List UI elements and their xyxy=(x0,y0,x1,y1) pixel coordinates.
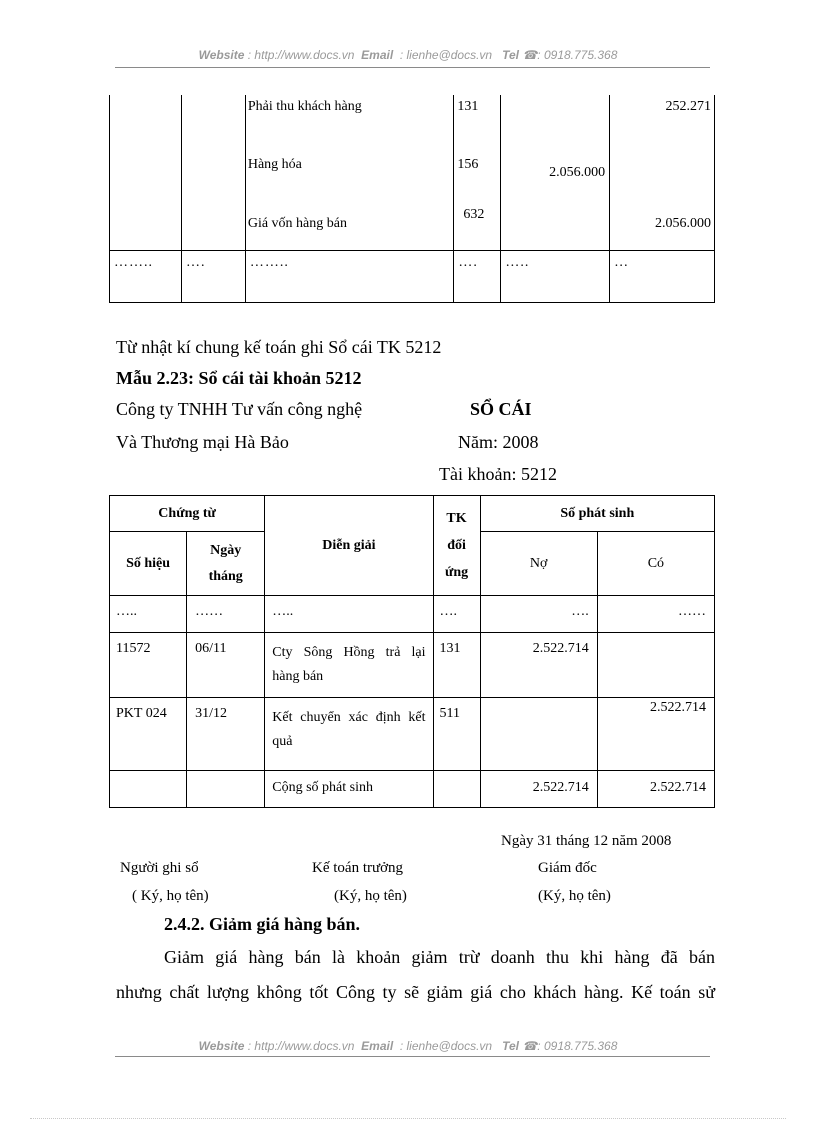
table-cell: Giá vốn hàng bán xyxy=(247,216,347,231)
ledger-account: Tài khoản: 5212 xyxy=(439,464,557,484)
journal-table-continued xyxy=(109,95,715,303)
email-value[interactable]: : lienhe@docs.vn xyxy=(399,48,493,62)
col-header-so-hieu: Số hiệu xyxy=(110,532,187,596)
table-cell: 252.271 xyxy=(665,99,711,114)
table-header-row xyxy=(110,496,715,532)
table-cell: …… xyxy=(187,596,265,633)
tel-label: Tel xyxy=(502,1039,519,1053)
table-row xyxy=(110,95,715,250)
paragraph-line-1: Giảm giá hàng bán là khoản giảm trừ doanh thu khi hàng đã bán xyxy=(164,947,715,967)
website-value[interactable]: : http://www.docs.vn xyxy=(247,48,355,62)
phone-icon: ☎ xyxy=(522,48,538,62)
footer-rule xyxy=(115,1056,710,1057)
ledger-year: Năm: 2008 xyxy=(458,432,539,452)
chief-accountant-title: Kế toán trưởng xyxy=(312,860,404,876)
table-cell: 131 xyxy=(433,633,480,698)
col-header-tk-doi-ung: TK đối ứng xyxy=(433,496,480,596)
tel-value: : 0918.775.368 xyxy=(537,1039,618,1053)
table-cell: …. xyxy=(181,250,245,302)
email-label: Email xyxy=(361,1039,394,1053)
table-cell: …. xyxy=(454,250,501,302)
recorder-note: ( Ký, họ tên) xyxy=(132,888,209,904)
table-cell: …….. xyxy=(245,250,454,302)
email-label: Email xyxy=(361,48,394,62)
table-cell: ….. xyxy=(501,250,610,302)
table-row xyxy=(110,633,715,698)
recorder-title: Người ghi sổ xyxy=(120,860,199,876)
col-header-co: Có xyxy=(597,532,714,596)
phone-icon: ☎ xyxy=(522,1039,538,1053)
table-row xyxy=(110,250,715,302)
table-cell: ….. xyxy=(265,596,433,633)
table-cell: 2.522.714 xyxy=(480,633,597,698)
table-cell: Kết chuyển xác định kết quả xyxy=(265,698,433,771)
table-cell xyxy=(597,633,714,698)
intro-text: Từ nhật kí chung kế toán ghi Sổ cái TK 5212 xyxy=(116,337,442,357)
total-co: 2.522.714 xyxy=(597,771,714,808)
table-cell: Phải thu khách hàng xyxy=(247,99,362,114)
table-cell: 156 xyxy=(457,157,479,172)
website-value[interactable]: : http://www.docs.vn xyxy=(247,1039,355,1053)
director-note: (Ký, họ tên) xyxy=(538,888,611,904)
section-heading: 2.4.2. Giảm giá hàng bán. xyxy=(164,914,361,934)
header-rule xyxy=(115,67,710,68)
company-name-line1: Công ty TNHH Tư vấn công nghệ xyxy=(116,399,363,419)
paragraph-line-2: nhưng chất lượng không tốt Công ty sẽ giảm giá cho khách hàng. Kế toán sử xyxy=(116,982,715,1002)
table-cell: 131 xyxy=(457,99,479,114)
table-cell: ….. xyxy=(110,596,187,633)
tel-label: Tel xyxy=(502,48,519,62)
email-value[interactable]: : lienhe@docs.vn xyxy=(399,1039,493,1053)
ledger-table xyxy=(109,495,715,808)
ledger-title: SỔ CÁI xyxy=(470,399,532,419)
table-cell: …… xyxy=(597,596,714,633)
director-title: Giám đốc xyxy=(538,860,597,876)
table-cell xyxy=(480,698,597,771)
table-cell: 2.056.000 xyxy=(549,165,606,180)
table-cell: PKT 024 xyxy=(110,698,187,771)
col-header-dien-giai: Diễn giải xyxy=(265,496,433,596)
website-label: Website xyxy=(198,48,245,62)
total-label: Cộng số phát sinh xyxy=(265,771,433,808)
table-cell: 511 xyxy=(433,698,480,771)
table-row xyxy=(110,596,715,633)
page-footer xyxy=(0,1039,816,1053)
page-bottom-divider xyxy=(30,1118,786,1119)
total-no: 2.522.714 xyxy=(480,771,597,808)
tel-value: : 0918.775.368 xyxy=(537,48,618,62)
table-cell: Hàng hóa xyxy=(247,157,302,172)
form-title: Mẫu 2.23: Sổ cái tài khoản 5212 xyxy=(116,368,362,388)
col-header-ngay-thang: Ngày tháng xyxy=(187,532,265,596)
table-cell: 2.056.000 xyxy=(655,216,711,231)
page-header xyxy=(0,48,816,62)
table-row xyxy=(110,771,715,808)
col-header-chung-tu: Chứng từ xyxy=(110,496,265,532)
company-name-line2: Và Thương mại Hà Bảo xyxy=(116,432,289,452)
table-cell: 31/12 xyxy=(187,698,265,771)
website-label: Website xyxy=(198,1039,245,1053)
table-cell: 632 xyxy=(463,207,485,222)
col-header-so-phat-sinh: Số phát sinh xyxy=(480,496,714,532)
table-cell: …. xyxy=(433,596,480,633)
table-cell: …. xyxy=(480,596,597,633)
table-row xyxy=(110,698,715,771)
table-cell: 06/11 xyxy=(187,633,265,698)
col-header-no: Nợ xyxy=(480,532,597,596)
table-cell: … xyxy=(610,250,715,302)
chief-accountant-note: (Ký, họ tên) xyxy=(334,888,407,904)
table-cell: Cty Sông Hồng trả lại hàng bán xyxy=(265,633,433,698)
table-cell: 2.522.714 xyxy=(597,698,714,771)
table-cell: …….. xyxy=(110,250,182,302)
table-cell: 11572 xyxy=(110,633,187,698)
signature-date: Ngày 31 tháng 12 năm 2008 xyxy=(501,833,672,849)
